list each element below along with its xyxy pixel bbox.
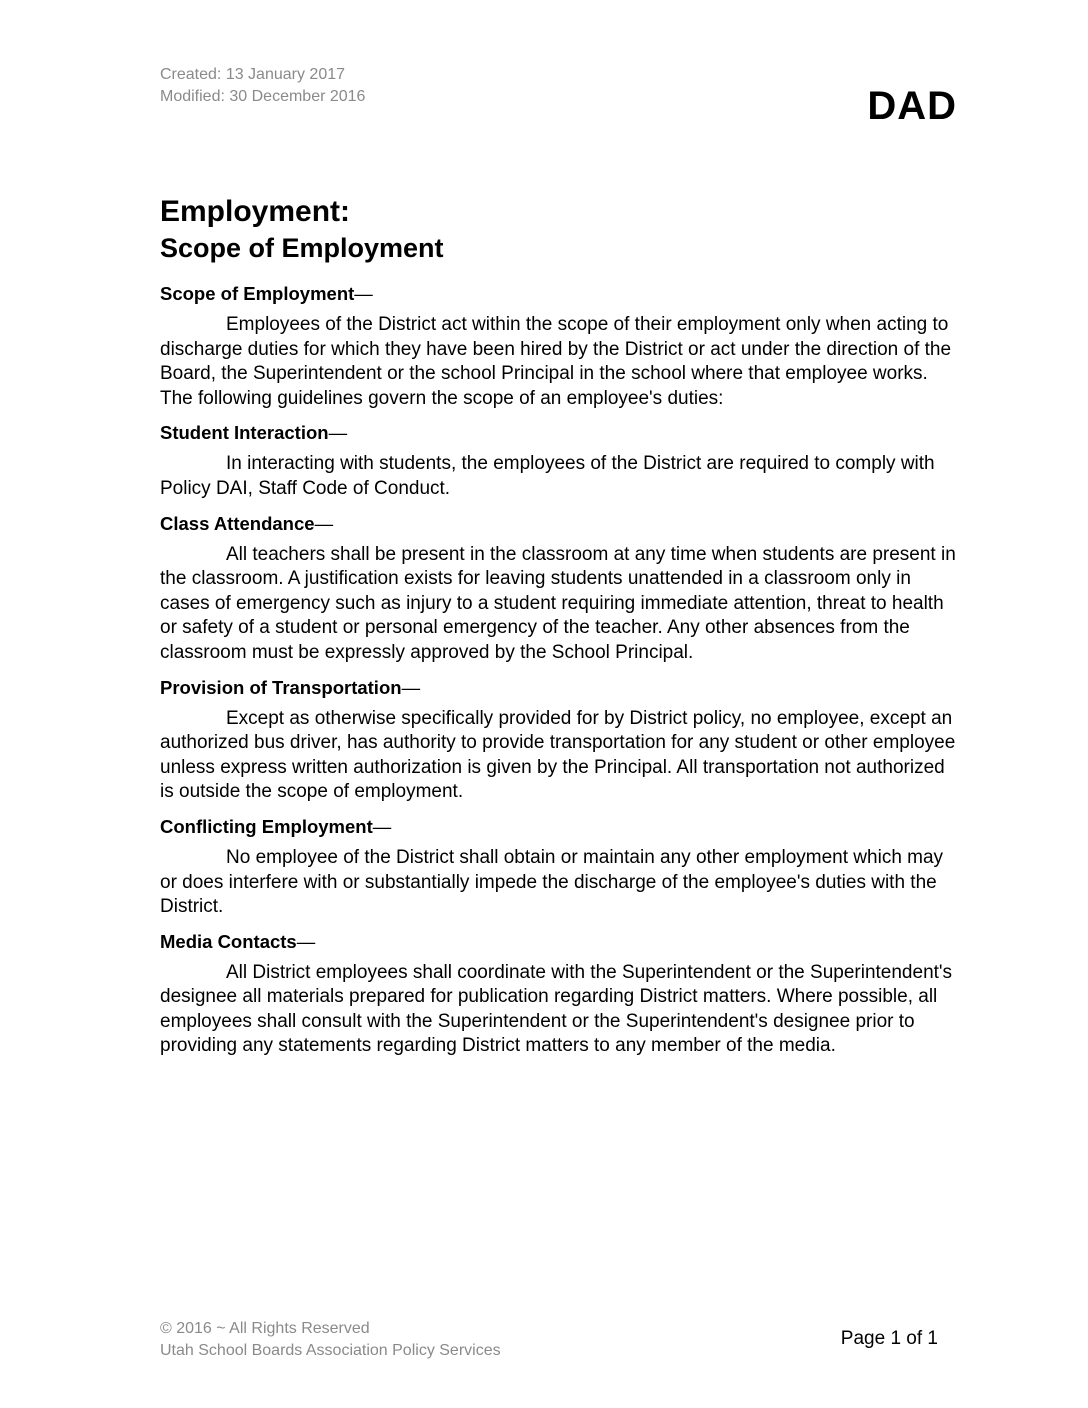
section-body: Employees of the District act within the scope of their employment only when acting to discharge duties for which they have been hired by the District or act under the direction of the Board, the Superintendent or the school Principal in the school where that employee works. The following guidelines govern the scope of an employee's duties: xyxy=(160,314,952,409)
section-body: All teachers shall be present in the classroom at any time when students are present in the classroom. A justification exists for leaving students unattended in a classroom only in cases of emergency such as injury to a student requiring immediate attention, threat to health or safety of a student or personal emergency of the teacher. Any other absences from the classroom must be expressly approved by the School Principal. xyxy=(160,543,956,663)
section-heading xyxy=(160,282,960,306)
section-media-contacts xyxy=(160,930,960,1059)
document-title xyxy=(160,194,960,266)
section-heading xyxy=(160,512,960,536)
footer-info xyxy=(160,1318,501,1362)
section-heading xyxy=(160,676,960,700)
copyright-notice: © 2016 ~ All Rights Reserved xyxy=(160,1320,370,1337)
section-body: All District employees shall coordinate with the Superintendent or the Superintendent's designee all materials prepared for publication regarding District matters. Where possible, all employees shall consult with the Superintendent or the Superintendent's designee prior to providing any statements regarding District matters to any member of the media. xyxy=(160,961,953,1057)
section-heading-text: Provision of Transportation xyxy=(160,676,402,698)
section-provision-of-transportation xyxy=(160,676,960,805)
created-date: Created: 13 January 2017 xyxy=(160,66,346,83)
title-line-2: Scope of Employment xyxy=(160,233,444,263)
document-meta xyxy=(160,64,365,108)
heading-dash: — xyxy=(296,930,316,952)
section-scope-of-employment xyxy=(160,282,960,411)
section-heading-text: Class Attendance xyxy=(160,512,315,534)
section-conflicting-employment xyxy=(160,815,960,920)
section-body: In interacting with students, the employees of the District are required to comply with Policy DAI, Staff Code of Conduct. xyxy=(160,453,935,499)
section-class-attendance xyxy=(160,512,960,666)
heading-dash: — xyxy=(401,676,421,698)
page-number: Page 1 of 1 xyxy=(840,1328,938,1349)
section-heading xyxy=(160,421,960,445)
policy-code: DAD xyxy=(867,84,957,128)
section-body: Except as otherwise specifically provided for by District policy, no employee, except an authorized bus driver, has authority to provide transportation for any student or other employee unless express written authorization is given by the Principal. All transportation not authorized is outside the scope of employment. xyxy=(160,707,956,803)
section-heading-text: Conflicting Employment xyxy=(160,815,373,837)
heading-dash: — xyxy=(372,815,392,837)
section-heading-text: Student Interaction xyxy=(160,422,329,444)
section-body: No employee of the District shall obtain or maintain any other employment which may or does interfere with or substantially impede the discharge of the employee's duties with the District. xyxy=(160,846,944,918)
section-heading-text: Scope of Employment xyxy=(160,283,355,304)
heading-dash: — xyxy=(354,283,373,304)
organization-name: Utah School Boards Association Policy Services xyxy=(160,1342,501,1359)
section-heading-text: Media Contacts xyxy=(160,930,297,952)
policy-sections xyxy=(160,282,960,1069)
section-heading xyxy=(160,815,960,839)
section-heading xyxy=(160,930,960,954)
title-line-1: Employment: xyxy=(160,195,351,228)
modified-date: Modified: 30 December 2016 xyxy=(160,88,366,105)
section-student-interaction xyxy=(160,421,960,501)
heading-dash: — xyxy=(328,422,348,444)
heading-dash: — xyxy=(314,512,334,534)
